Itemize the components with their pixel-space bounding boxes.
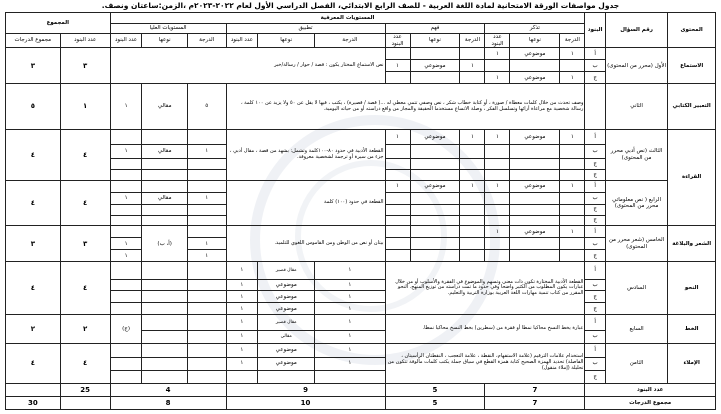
sum-q1-grades: ٣: [6, 48, 61, 84]
header-understand-items: عدد البنود: [385, 33, 410, 48]
row-q2: الثاني: [605, 84, 667, 130]
header-content: المحتوى: [668, 13, 716, 48]
cell-empty: [510, 204, 560, 215]
cell-items: ١: [385, 60, 410, 72]
cell-empty: [6, 383, 61, 396]
cell-items: ١: [226, 279, 258, 291]
cell-empty: [510, 250, 560, 262]
item-letter: ب: [585, 238, 605, 250]
total-all-items: 25: [60, 383, 110, 396]
cell-empty: [485, 250, 510, 262]
cell-empty: [510, 215, 560, 226]
row-label-poetry: الشعر والبلاغة: [668, 226, 716, 262]
cell-empty: [410, 192, 460, 204]
cell-empty: [187, 159, 226, 170]
cell-empty: [187, 279, 226, 291]
cell-empty: [110, 129, 142, 144]
cell-empty: [510, 159, 560, 170]
total-remember-items: 7: [485, 383, 585, 396]
cell-empty: [142, 204, 187, 215]
cell-type: موضوعي: [258, 357, 315, 370]
cell-empty: [110, 303, 142, 315]
cell-empty: [187, 303, 226, 315]
cell-empty: [560, 169, 585, 180]
cell-grade: ١: [187, 250, 226, 262]
cell-empty: [142, 129, 187, 144]
item-letter: ج: [585, 303, 605, 315]
header-question-no: رقم السؤال: [605, 13, 667, 48]
item-letter: أ: [585, 48, 605, 60]
item-letter: أ: [585, 262, 605, 279]
cell-empty: [385, 238, 410, 250]
cell-empty: [485, 215, 510, 226]
header-total-grades: مجموع الدرجات: [6, 33, 61, 48]
header-item: البنود: [585, 13, 605, 48]
cell-type: موضوعي: [510, 129, 560, 144]
sum-q7-grades: ٢: [6, 315, 61, 343]
cell-empty: [142, 180, 187, 192]
cell-empty: [410, 215, 460, 226]
cell-empty: [510, 144, 560, 158]
cell-items: ١: [485, 180, 510, 192]
cell-empty: [110, 370, 142, 383]
cell-items: ١: [226, 357, 258, 370]
cell-grade: ١: [315, 343, 385, 357]
cell-empty: [187, 315, 226, 330]
cell-empty: [187, 215, 226, 226]
description-writing: وصف تحدث من خلال كلمات معطاة / صورة ، أو كتابة خطاب شكر ، نص وصفي تتمي معطي له ...( قصة / قصيرة) ، يكتب ، فيها لا يقل عن ٥٠ ولا يزيد عن ١٠٠ كلمة ، رسالة شخصية مع مراعاة أرائها وتسلسل الفكر ، وصلة الاتساع مستخدما الحقيقة والمجاز من واقع دراسته أو من حياته اليومية.: [226, 84, 585, 130]
cell-empty: [510, 60, 560, 72]
cell-empty: [110, 204, 142, 215]
item-letter: ج: [585, 370, 605, 383]
sum-q2-grades: ٥: [6, 84, 61, 130]
cell-empty: [510, 192, 560, 204]
cell-type: موضوعي: [510, 48, 560, 60]
cell-type: موضوعي: [510, 72, 560, 84]
cell-empty: [315, 370, 385, 383]
cell-higher-letters: (أ، ب): [142, 226, 187, 262]
header-understand: فهم: [385, 23, 485, 33]
sum-q5-items: ٣: [60, 226, 110, 262]
sum-q4-grades: ٤: [6, 180, 61, 226]
cell-items: ١: [385, 129, 410, 144]
cell-empty: [460, 238, 485, 250]
header-remember-grade: الدرجة: [560, 33, 585, 48]
cell-items: ١: [226, 343, 258, 357]
cell-empty: [410, 159, 460, 170]
cell-empty: [410, 250, 460, 262]
row-label-reading: القراءة: [668, 129, 716, 226]
cell-empty: [510, 238, 560, 250]
row-q3: الثالث (نص أدبي محرر من المحتوى): [605, 129, 667, 180]
cell-empty: [560, 238, 585, 250]
header-understand-grade: الدرجة: [460, 33, 485, 48]
cell-empty: [110, 159, 142, 170]
sum-q7-items: ٢: [60, 315, 110, 343]
cell-empty: [410, 144, 460, 158]
cell-empty: [410, 226, 460, 238]
cell-empty: [142, 169, 187, 180]
cell-empty: [142, 303, 187, 315]
cell-empty: [385, 159, 410, 170]
cell-empty: [385, 169, 410, 180]
cell-items: ١: [226, 291, 258, 303]
cell-empty: [142, 291, 187, 303]
total-all-grades: 30: [6, 396, 61, 409]
header-apply: تطبيق: [226, 23, 385, 33]
cell-empty: [385, 144, 410, 158]
sum-q8-items: ٤: [60, 343, 110, 383]
cell-empty: [110, 180, 142, 192]
cell-empty: [560, 144, 585, 158]
cell-empty: [187, 291, 226, 303]
item-letter: ب: [585, 279, 605, 291]
cell-type: مقالي: [142, 144, 187, 158]
cell-type: موضوعي: [510, 226, 560, 238]
header-higher-type: نوعها: [142, 33, 187, 48]
cell-empty: [460, 159, 485, 170]
cell-items: ١: [485, 129, 510, 144]
header-remember-items: عدد البنود: [485, 33, 510, 48]
cell-empty: [485, 159, 510, 170]
cell-empty: [187, 204, 226, 215]
cell-empty: [226, 370, 258, 383]
cell-empty: [187, 129, 226, 144]
cell-empty: [385, 48, 410, 60]
cell-empty: [485, 204, 510, 215]
cell-items: ١: [226, 303, 258, 315]
cell-empty: [485, 238, 510, 250]
cell-grade: ١: [315, 262, 385, 279]
cell-empty: [460, 72, 485, 84]
description-handwriting: عبارة يخط النسخ محاكيا نمطا أو فقرة من (سطرين) بخط النسخ محاكيا نمطا.: [385, 315, 585, 343]
cell-grade: ١: [187, 192, 226, 204]
cell-empty: [510, 169, 560, 180]
cell-empty: [187, 330, 226, 343]
cell-grade: ١: [560, 226, 585, 238]
sum-q5-grades: ٣: [6, 226, 61, 262]
header-apply-type: نوعها: [258, 33, 315, 48]
cell-empty: [385, 226, 410, 238]
item-letter: ب: [585, 60, 605, 72]
cell-empty: [110, 226, 142, 238]
item-letter: ب: [585, 357, 605, 370]
cell-empty: [187, 262, 226, 279]
description-poetry: بيتان أو نص من الوطن ومن القاموس اللغوي للتلميذ.: [226, 226, 385, 262]
header-apply-items: عدد البنود: [226, 33, 258, 48]
cell-empty: [142, 279, 187, 291]
cell-empty: [258, 370, 315, 383]
cell-empty: [485, 192, 510, 204]
cell-empty: [410, 48, 460, 60]
cell-grade: ٥: [187, 84, 226, 130]
description-grammar: القطعة الأدبية المختارة تكون ذات معنى وتسهم والموضوع في الفقرة والأسلوب أو من خلال عبارات يكون المطلوب من الكثير واضحا وفي حدود ما تمت دراسته من توزيع المنهج. النحو المقرر من كتاب تنمية مهارات اللغة العربية بوزارة التربية والتعليم.: [385, 262, 585, 315]
row-q4: الرابع ( نص معلوماتي محرر من المحتوى): [605, 180, 667, 226]
cell-empty: [187, 169, 226, 180]
header-higher: المستويات العليا: [110, 23, 226, 33]
item-letter: ج: [585, 250, 605, 262]
cell-grade: ١: [315, 330, 385, 343]
cell-empty: [187, 343, 226, 357]
cell-empty: [385, 215, 410, 226]
cell-empty: [142, 262, 187, 279]
header-cognitive-levels: المستويات المعرفية: [110, 13, 585, 24]
cell-empty: [460, 215, 485, 226]
description-reading-3: القطعة الأدبية في حدود ٨٠-١٠٠كلمة وتشمل: بشهد من قصة ، مقال أدبي ، جزء من سيرة أو ترجمة لشخصية معروفة.: [226, 129, 385, 180]
cell-empty: [187, 226, 226, 238]
cell-empty: [410, 72, 460, 84]
cell-type: موضوعي: [258, 343, 315, 357]
sum-q3-grades: ٤: [6, 129, 61, 180]
cell-empty: [142, 343, 187, 357]
cell-type: موضوعي: [258, 303, 315, 315]
cell-grade: ١: [315, 315, 385, 330]
cell-grade: ١: [187, 144, 226, 158]
cell-empty: [410, 204, 460, 215]
cell-type: موضوعي: [410, 180, 460, 192]
cell-empty: [460, 226, 485, 238]
cell-items: ١: [110, 192, 142, 204]
row-label-handwriting: الخط: [668, 315, 716, 343]
cell-type: مقال قصير: [258, 315, 315, 330]
cell-type: موضوعي: [410, 129, 460, 144]
total-understand-grades: 5: [385, 396, 485, 409]
cell-grade: ١: [560, 180, 585, 192]
cell-empty: [110, 262, 142, 279]
cell-type: موضوعي: [258, 279, 315, 291]
cell-empty: [187, 357, 226, 370]
cell-items: ١: [226, 315, 258, 330]
cell-items: ١: [110, 250, 142, 262]
cell-empty: [142, 330, 187, 343]
row-q5: الخامس (شعر محرر من المحتوى): [605, 226, 667, 262]
cell-items: ١: [485, 72, 510, 84]
cell-items: ١: [110, 238, 142, 250]
sum-q4-items: ٤: [60, 180, 110, 226]
cell-empty: [142, 315, 187, 330]
cell-grade: ١: [560, 129, 585, 144]
cell-empty: [460, 192, 485, 204]
item-letter: ج: [585, 215, 605, 226]
cell-empty: [60, 396, 110, 409]
item-letter: أ: [585, 315, 605, 330]
sum-q6-items: ٤: [60, 262, 110, 315]
row-q8: الثامن: [605, 343, 667, 383]
cell-empty: [385, 192, 410, 204]
item-letter: أ: [585, 180, 605, 192]
cell-empty: [560, 159, 585, 170]
item-letter: أ: [585, 343, 605, 357]
cell-empty: [585, 84, 605, 130]
cell-empty: [142, 357, 187, 370]
row-label-listening: الاستماع: [668, 48, 716, 84]
cell-grade: ١: [315, 303, 385, 315]
sum-q1-items: ٣: [60, 48, 110, 84]
description-spelling: استخدام علامات الترقيم (علامة الاستفهام، النقطة ، علامة التعجب ، النقطتان الرأسيتان ، الفاصلة) تحديد الهمزة الصحيح كتابة همزة القطع في سياق جملة يكتب كلمات مألوفة تتكون من تحليلة (إملاء منقول): [385, 343, 585, 383]
item-letter: ب: [585, 192, 605, 204]
header-total-items: عدد البنود: [60, 33, 110, 48]
cell-items: ١: [226, 262, 258, 279]
cell-empty: [187, 180, 226, 192]
total-higher-items: 4: [110, 383, 226, 396]
header-remember-type: نوعها: [510, 33, 560, 48]
cell-type: موضوعي: [510, 180, 560, 192]
cell-empty: [110, 357, 142, 370]
sum-q3-items: ٤: [60, 129, 110, 180]
total-remember-grades: 7: [485, 396, 585, 409]
description-reading-4: القطعة في حدود (١٠٠) كلمة: [226, 180, 385, 226]
sum-q6-grades: ٤: [6, 262, 61, 315]
cell-empty: [385, 204, 410, 215]
cell-empty: [485, 169, 510, 180]
item-letter: ج: [585, 72, 605, 84]
total-understand-items: 5: [385, 383, 485, 396]
cell-grade: ١: [460, 180, 485, 192]
item-letter: ب: [585, 330, 605, 343]
cell-type: مقالي: [258, 330, 315, 343]
row-label-spelling: الإملاء: [668, 343, 716, 383]
header-higher-items: عدد البنود: [110, 33, 142, 48]
cell-grade: ١: [460, 60, 485, 72]
document-title: جدول مواصفات الورقة الامتحانية لمادة اللغة العربية - للصف الرابع الابتدائي، الفصل الدراسي الأول لعام ٢٠٢٢-٢٠٢٣م ،الزمن:ساعتان ونصف.: [101, 1, 620, 10]
sum-q2-items: ١: [60, 84, 110, 130]
cell-empty: [110, 279, 142, 291]
cell-items: ١: [226, 330, 258, 343]
cell-empty: [142, 215, 187, 226]
cell-grade: ١: [187, 238, 226, 250]
cell-items: ١: [485, 226, 510, 238]
cell-empty: [187, 370, 226, 383]
cell-type: موضوعي: [410, 60, 460, 72]
cell-empty: [410, 238, 460, 250]
item-letter: أ: [585, 226, 605, 238]
cell-empty: [410, 169, 460, 180]
item-letter: ج: [585, 159, 605, 170]
cell-grade: ١: [315, 357, 385, 370]
total-apply-items: 9: [226, 383, 385, 396]
cell-grade: ١: [315, 279, 385, 291]
cell-type: مقالي: [142, 84, 187, 130]
cell-empty: [560, 192, 585, 204]
row-label-grammar: النحو: [668, 262, 716, 315]
cell-grade: ١: [460, 129, 485, 144]
cell-empty: [485, 144, 510, 158]
cell-grade: ١: [560, 48, 585, 60]
header-total: المجموع: [6, 13, 111, 34]
total-higher-grades: 8: [110, 396, 226, 409]
cell-type: مقالي: [142, 192, 187, 204]
cell-grade: ١: [315, 291, 385, 303]
cell-items: ١: [110, 144, 142, 158]
specification-table: [5, 12, 716, 410]
cell-type: موضوعي: [258, 291, 315, 303]
cell-grade: ١: [560, 72, 585, 84]
item-letter: أ: [585, 129, 605, 144]
cell-items: ١: [485, 48, 510, 60]
header-remember: تذكر: [485, 23, 585, 33]
cell-empty: [560, 204, 585, 215]
header-understand-type: نوعها: [410, 33, 460, 48]
cell-empty: [460, 169, 485, 180]
cell-empty: [110, 169, 142, 180]
item-letter: ج: [585, 291, 605, 303]
item-letter: ب: [585, 144, 605, 158]
cell-empty: [110, 215, 142, 226]
cell-empty: [560, 250, 585, 262]
cell-empty: [110, 291, 142, 303]
description-listening: نص الاستماع المختار يكون : قصة / حوار / رسالة/خبر: [110, 48, 385, 84]
row-label-items-total: عدد البنود: [585, 383, 716, 396]
cell-empty: [485, 60, 510, 72]
header-apply-grade: الدرجة: [315, 33, 385, 48]
header-higher-grade: الدرجة: [187, 33, 226, 48]
cell-empty: [110, 343, 142, 357]
cell-empty: [560, 215, 585, 226]
row-q6: السادس: [605, 262, 667, 315]
sum-q8-grades: ٤: [6, 343, 61, 383]
cell-empty: [460, 204, 485, 215]
row-label-grades-total: مجموع الدرجات: [585, 396, 716, 409]
cell-empty: [385, 72, 410, 84]
cell-empty: [460, 48, 485, 60]
cell-empty: [385, 250, 410, 262]
cell-items: ١: [110, 84, 142, 130]
cell-empty: [142, 370, 187, 383]
cell-items: ١: [385, 180, 410, 192]
cell-higher-letter: (ج): [110, 315, 142, 343]
item-letter: ج: [585, 169, 605, 180]
cell-empty: [142, 159, 187, 170]
cell-type: مقال قصير: [258, 262, 315, 279]
row-q1: الأول (محرر من المحتوى): [605, 48, 667, 84]
item-letter: ج: [585, 204, 605, 215]
total-apply-grades: 10: [226, 396, 385, 409]
cell-empty: [460, 250, 485, 262]
cell-empty: [460, 144, 485, 158]
row-q7: السابع: [605, 315, 667, 343]
cell-empty: [560, 60, 585, 72]
row-label-writing: التعبير الكتابي: [668, 84, 716, 130]
